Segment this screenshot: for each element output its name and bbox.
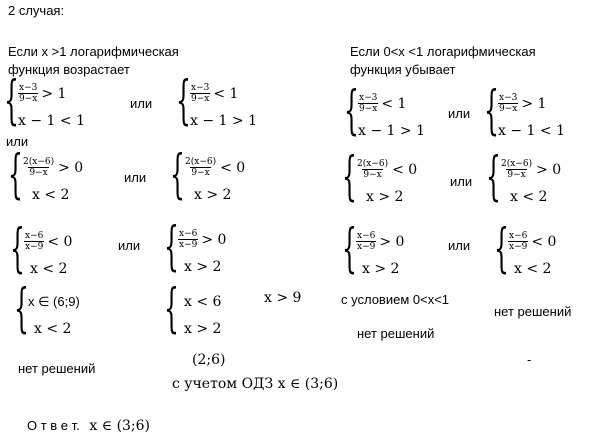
brace-icon: { [170, 145, 185, 205]
fraction-denominator: 9−x [191, 94, 210, 104]
no-solutions-case2-left: нет решений [357, 326, 435, 341]
inequality-line: x > 2 [184, 320, 222, 337]
brace-icon: { [344, 81, 359, 141]
answer [27, 418, 150, 434]
inequality-line: x < 2 [514, 260, 552, 277]
fraction-numerator: x−3 [359, 93, 378, 103]
title: 2 случая: [8, 3, 65, 18]
inequality-relation: < 1 [213, 85, 239, 102]
fraction-denominator: 9−x [19, 94, 38, 104]
fraction-denominator: x−9 [509, 242, 528, 252]
brace-icon: { [176, 71, 191, 131]
answer-label: О т в е т. [27, 418, 80, 433]
or-word: или [6, 134, 29, 149]
fraction-denominator: x−9 [357, 242, 376, 252]
fraction-denominator: 9−x [507, 170, 526, 180]
inequality-line: x < 2 [30, 260, 68, 277]
fraction-denominator: 9−x [191, 168, 210, 178]
brace-icon: { [4, 71, 19, 131]
case1-heading-line1: Если x >1 логарифмическая [8, 44, 179, 59]
inequality-relation: > 0 [58, 159, 84, 176]
fraction-numerator: 2(x−6) [185, 157, 217, 167]
fraction-numerator: 2(x−6) [23, 157, 55, 167]
fraction-denominator: 9−x [29, 168, 48, 178]
inequality-relation: > 0 [536, 161, 562, 178]
brace-icon: { [342, 219, 357, 279]
inequality-relation: > 1 [521, 95, 547, 112]
x-greater-9: x > 9 [264, 290, 302, 306]
or-word: или [450, 174, 473, 189]
brace-icon: { [484, 81, 499, 141]
fraction-numerator: x−3 [191, 83, 210, 93]
inequality-line: x − 1 < 1 [498, 122, 565, 139]
case1-heading-line2: функция возрастает [8, 62, 130, 77]
case2-heading-line1: Если 0<x <1 логарифмическая [350, 44, 536, 59]
brace-icon: { [164, 217, 179, 277]
answer-value: x ∈ (3;6) [89, 418, 151, 434]
or-word: или [118, 238, 141, 253]
inequality-relation: < 0 [47, 233, 73, 250]
or-word: или [448, 238, 471, 253]
brace-icon: { [14, 279, 29, 339]
fraction-numerator: x−6 [179, 229, 198, 239]
fraction-numerator: x−3 [19, 83, 38, 93]
interval-result: (2;6) [192, 352, 226, 368]
or-word: или [448, 106, 471, 121]
fraction-numerator: x−6 [357, 231, 376, 241]
inequality-relation: < 1 [381, 95, 407, 112]
fraction-numerator: x−6 [509, 231, 528, 241]
fraction-numerator: x−3 [499, 93, 518, 103]
set-membership-line: x ∈ (6;9) [28, 293, 80, 309]
or-word: или [124, 170, 147, 185]
fraction-denominator: 9−x [499, 104, 518, 114]
or-word: или [130, 96, 153, 111]
brace-icon: { [494, 219, 509, 279]
fraction-denominator: 9−x [363, 170, 382, 180]
inequality-relation: < 0 [220, 159, 246, 176]
inequality-relation: > 0 [379, 233, 405, 250]
inequality-relation: > 1 [41, 85, 67, 102]
inequality-line: x > 2 [184, 258, 222, 275]
brace-icon: { [164, 279, 179, 339]
inequality-relation: < 0 [531, 233, 557, 250]
fraction-numerator: x−6 [25, 231, 44, 241]
case2-heading-line2: функция убывает [350, 62, 456, 77]
no-solutions-case2-right: нет решений [494, 304, 572, 319]
inequality-line: x < 2 [32, 186, 70, 203]
inequality-relation: < 0 [392, 161, 418, 178]
fraction-denominator: x−9 [179, 240, 198, 250]
with-odz-text: с учетом ОДЗ x ∈ (3;6) [172, 376, 339, 392]
stray-mark: - [527, 352, 532, 367]
inequality-line: x − 1 > 1 [358, 122, 425, 139]
fraction-denominator: x−9 [25, 242, 44, 252]
brace-icon: { [10, 219, 25, 279]
brace-icon: { [342, 147, 357, 207]
inequality-line: x < 2 [34, 320, 72, 337]
condition-text: с условием 0<x<1 [341, 292, 450, 307]
brace-icon: { [486, 147, 501, 207]
fraction-numerator: 2(x−6) [501, 159, 533, 169]
fraction-denominator: 9−x [359, 104, 378, 114]
inequality-line: x − 1 > 1 [190, 112, 257, 129]
fraction-numerator: 2(x−6) [357, 159, 389, 169]
inequality-line: x > 2 [362, 260, 400, 277]
inequality-relation: > 0 [201, 231, 227, 248]
inequality-line: x > 2 [366, 188, 404, 205]
inequality-line: x < 2 [510, 188, 548, 205]
no-solutions-case1: нет решений [18, 361, 96, 376]
brace-icon: { [8, 145, 23, 205]
inequality-line: x < 6 [184, 293, 222, 310]
inequality-line: x > 2 [194, 186, 232, 203]
inequality-line: x − 1 < 1 [18, 112, 85, 129]
